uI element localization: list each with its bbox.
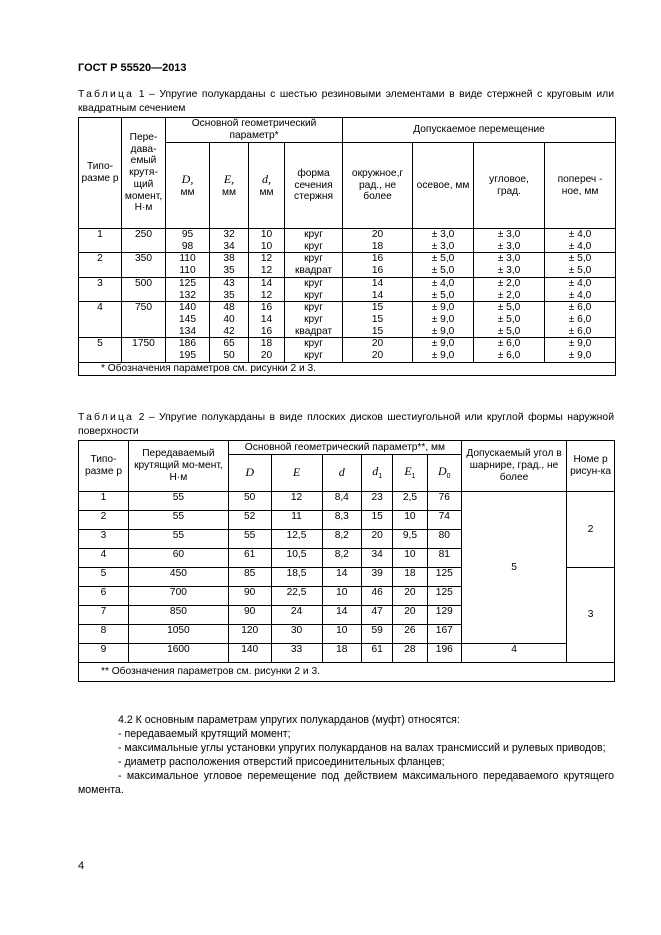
t1-value: ± 4,0 bbox=[568, 240, 592, 252]
t2-cell-E: 11 bbox=[271, 511, 322, 530]
t1-value: 186 bbox=[179, 338, 196, 350]
t2-cell-E: 24 bbox=[271, 606, 322, 625]
t1-value: ± 5,0 bbox=[497, 314, 521, 326]
t1-value: ± 6,0 bbox=[568, 302, 592, 314]
t1-value: 42 bbox=[223, 325, 235, 337]
t2-cell-d1: 59 bbox=[362, 625, 393, 644]
t2-cell-D0: 167 bbox=[427, 625, 461, 644]
t1-cell-type: 3 bbox=[79, 277, 122, 301]
t1-header-cross: попереч - ное, мм bbox=[545, 143, 616, 229]
t1-value: ± 9,0 bbox=[431, 314, 455, 326]
t1-cell-type: 2 bbox=[79, 253, 122, 277]
t2-cell-d: 10 bbox=[322, 587, 362, 606]
t2-cell-d1: 47 bbox=[362, 606, 393, 625]
t1-cell-d bbox=[249, 229, 285, 253]
t1-cell-torque: 250 bbox=[122, 229, 166, 253]
t2-cell-D: 55 bbox=[228, 530, 271, 549]
t2-cell-D0: 76 bbox=[427, 492, 461, 511]
t1-header-circumferential: окружное,г рад., не более bbox=[343, 143, 413, 229]
t1-value: 12 bbox=[260, 253, 273, 265]
t2-cell-type: 8 bbox=[79, 625, 129, 644]
t1-value: 12 bbox=[260, 265, 273, 277]
t2-cell-D: 61 bbox=[228, 549, 271, 568]
t1-value: 14 bbox=[260, 314, 273, 326]
t1-value: ± 5,0 bbox=[497, 325, 521, 337]
t2-cell-D0: 125 bbox=[427, 587, 461, 606]
t1-cell-d bbox=[249, 302, 285, 338]
t1-value: 40 bbox=[223, 314, 235, 326]
body-item: - диаметр расположения отверстий присоединительных фланцев; bbox=[118, 755, 445, 768]
t1-value: 15 bbox=[371, 325, 384, 337]
t2-cell-d: 14 bbox=[322, 606, 362, 625]
t1-cell-cross bbox=[545, 253, 616, 277]
t1-cell-angle bbox=[474, 302, 545, 338]
t1-value: 18 bbox=[371, 240, 384, 252]
t2-header-E: E bbox=[271, 455, 322, 492]
t1-value: 48 bbox=[223, 302, 235, 314]
t1-value: 65 bbox=[223, 338, 235, 350]
t1-value: ± 5,0 bbox=[431, 289, 455, 301]
t1-value: круг bbox=[304, 229, 323, 240]
body-text bbox=[78, 714, 614, 798]
body-intro: 4.2 К основным параметрам упругих полукарданов (муфт) относятся: bbox=[118, 714, 460, 726]
t2-cell-d1: 61 bbox=[362, 644, 393, 663]
t2-cell-torque: 55 bbox=[128, 492, 228, 511]
t1-cell-cross bbox=[545, 277, 616, 301]
t1-header-D: D, мм bbox=[166, 143, 210, 229]
t1-value: ± 4,0 bbox=[568, 229, 592, 240]
t2-header-d1: $d_1$ bbox=[362, 455, 393, 492]
t1-cell-D bbox=[166, 253, 210, 277]
t2-cell-torque: 55 bbox=[128, 511, 228, 530]
t2-cell-E1: 20 bbox=[393, 587, 427, 606]
t1-value: ± 3,0 bbox=[431, 240, 455, 252]
table1-caption bbox=[78, 88, 614, 115]
t1-value: 125 bbox=[179, 277, 196, 289]
t2-cell-D0: 129 bbox=[427, 606, 461, 625]
t1-value: ± 5,0 bbox=[568, 253, 592, 265]
t2-cell-d: 8,3 bbox=[322, 511, 362, 530]
t1-cell-angle bbox=[474, 253, 545, 277]
t2-cell-E: 12,5 bbox=[271, 530, 322, 549]
t2-header-geometry: Основной геометрический параметр**, мм bbox=[228, 441, 461, 455]
page-number: 4 bbox=[78, 860, 85, 872]
t1-value: 140 bbox=[179, 302, 196, 314]
t2-cell-d: 8,4 bbox=[322, 492, 362, 511]
t1-cell-circ bbox=[343, 277, 413, 301]
t1-value: 10 bbox=[260, 240, 273, 252]
t2-cell-torque: 1050 bbox=[128, 625, 228, 644]
t2-header-d: d bbox=[322, 455, 362, 492]
t1-value: 43 bbox=[223, 277, 235, 289]
t1-value: 20 bbox=[371, 229, 384, 240]
table2-caption bbox=[78, 411, 614, 438]
t2-cell-D: 90 bbox=[228, 606, 271, 625]
t1-cell-angle bbox=[474, 338, 545, 362]
t2-cell-D0: 80 bbox=[427, 530, 461, 549]
t1-cell-torque: 1750 bbox=[122, 338, 166, 362]
t1-value: 10 bbox=[260, 229, 273, 240]
t1-value: ± 4,0 bbox=[568, 289, 592, 301]
t1-value: 38 bbox=[223, 253, 235, 265]
t1-value: ± 9,0 bbox=[431, 338, 455, 350]
t1-row bbox=[79, 253, 616, 277]
table1 bbox=[78, 117, 616, 376]
table1-caption-word: Таблица bbox=[78, 89, 135, 100]
t1-value: 50 bbox=[223, 350, 235, 362]
t2-cell-E: 33 bbox=[271, 644, 322, 663]
t1-value: 16 bbox=[260, 302, 273, 314]
t2-cell-E1: 28 bbox=[393, 644, 427, 663]
t1-cell-axial bbox=[413, 338, 474, 362]
t1-value: 14 bbox=[260, 277, 273, 289]
body-item: - передаваемый крутящий момент; bbox=[118, 727, 291, 740]
t1-value: 12 bbox=[260, 289, 273, 301]
t2-cell-E: 30 bbox=[271, 625, 322, 644]
t2-cell-D: 90 bbox=[228, 587, 271, 606]
table2-caption-word: Таблица bbox=[78, 412, 135, 423]
t2-cell-E: 18,5 bbox=[271, 568, 322, 587]
t2-figure-group: 3 bbox=[567, 568, 615, 663]
t1-value: ± 5,0 bbox=[568, 265, 592, 277]
t1-cell-cross bbox=[545, 338, 616, 362]
t1-cell-axial bbox=[413, 277, 474, 301]
t2-cell-E1: 20 bbox=[393, 606, 427, 625]
t2-cell-E1: 10 bbox=[393, 511, 427, 530]
t2-cell-type: 1 bbox=[79, 492, 129, 511]
t1-value: 20 bbox=[371, 350, 384, 362]
t1-value: 34 bbox=[223, 240, 235, 252]
t2-cell-d: 10 bbox=[322, 625, 362, 644]
t1-value: ± 3,0 bbox=[497, 253, 521, 265]
t2-header-E1: $E_1$ bbox=[393, 455, 427, 492]
t2-cell-E: 10,5 bbox=[271, 549, 322, 568]
t1-cell-circ bbox=[343, 338, 413, 362]
t1-value: 15 bbox=[371, 302, 384, 314]
t1-header-geometry: Основной геометрический параметр* bbox=[166, 118, 343, 143]
t2-cell-D0: 196 bbox=[427, 644, 461, 663]
t1-row bbox=[79, 277, 616, 301]
t1-value: ± 2,0 bbox=[497, 277, 521, 289]
t1-value: ± 6,0 bbox=[497, 338, 521, 350]
t1-value: 35 bbox=[223, 289, 235, 301]
t1-cell-axial bbox=[413, 253, 474, 277]
t2-header-torque: Передаваемый крутящий мо-мент, Н·м bbox=[128, 441, 228, 492]
t2-cell-D: 50 bbox=[228, 492, 271, 511]
t2-cell-torque: 450 bbox=[128, 568, 228, 587]
t1-value: круг bbox=[304, 253, 323, 265]
t1-value: ± 9,0 bbox=[431, 350, 455, 362]
t1-cell-torque: 750 bbox=[122, 302, 166, 338]
t1-value: 35 bbox=[223, 265, 235, 277]
t1-cell-form bbox=[285, 338, 343, 362]
t1-value: 110 bbox=[179, 265, 196, 277]
t2-cell-torque: 850 bbox=[128, 606, 228, 625]
t1-row bbox=[79, 229, 616, 253]
t2-cell-D: 52 bbox=[228, 511, 271, 530]
t1-value: круг bbox=[304, 314, 323, 326]
t1-cell-D bbox=[166, 229, 210, 253]
t1-value: ± 3,0 bbox=[431, 229, 455, 240]
t2-header-angle: Допускаемый угол в шарнире, град., не более bbox=[461, 441, 566, 492]
t2-cell-d: 8,2 bbox=[322, 530, 362, 549]
t2-cell-type: 7 bbox=[79, 606, 129, 625]
t2-cell-d1: 23 bbox=[362, 492, 393, 511]
t2-cell-d1: 15 bbox=[362, 511, 393, 530]
t1-cell-form bbox=[285, 277, 343, 301]
t1-value: квадрат bbox=[294, 325, 333, 337]
t1-value: 132 bbox=[179, 289, 196, 301]
t1-cell-form bbox=[285, 253, 343, 277]
t1-cell-E bbox=[210, 338, 249, 362]
t2-cell-type: 2 bbox=[79, 511, 129, 530]
t1-header-movement: Допускаемое перемещение bbox=[343, 118, 616, 143]
t1-value: ± 6,0 bbox=[568, 314, 592, 326]
document-header: ГОСТ Р 55520—2013 bbox=[78, 62, 187, 74]
t2-cell-E1: 2,5 bbox=[393, 492, 427, 511]
t1-value: круг bbox=[304, 338, 323, 350]
t1-value: ± 4,0 bbox=[568, 277, 592, 289]
t2-cell-torque: 700 bbox=[128, 587, 228, 606]
t1-value: ± 3,0 bbox=[497, 240, 521, 252]
t2-note: ** Обозначения параметров см. рисунки 2 и 3. bbox=[79, 663, 615, 682]
t2-cell-D0: 74 bbox=[427, 511, 461, 530]
t1-value: 15 bbox=[371, 314, 384, 326]
t1-value: ± 9,0 bbox=[568, 350, 592, 362]
t2-cell-D: 120 bbox=[228, 625, 271, 644]
t1-value: 14 bbox=[371, 277, 384, 289]
t1-note: * Обозначения параметров см. рисунки 2 и 3. bbox=[79, 362, 616, 375]
t1-cell-E bbox=[210, 302, 249, 338]
t1-value: ± 9,0 bbox=[568, 338, 592, 350]
t1-header-d: d, мм bbox=[249, 143, 285, 229]
t1-header-angular: угловое, град. bbox=[474, 143, 545, 229]
t1-cell-D bbox=[166, 302, 210, 338]
t2-cell-E1: 10 bbox=[393, 549, 427, 568]
t1-cell-type: 1 bbox=[79, 229, 122, 253]
t1-value: круг bbox=[304, 277, 323, 289]
t2-cell-type: 4 bbox=[79, 549, 129, 568]
t1-cell-E bbox=[210, 253, 249, 277]
t1-cell-form bbox=[285, 229, 343, 253]
t1-cell-torque: 350 bbox=[122, 253, 166, 277]
t1-cell-cross bbox=[545, 229, 616, 253]
t2-figure-group: 2 bbox=[567, 492, 615, 568]
t1-cell-d bbox=[249, 253, 285, 277]
t2-cell-D0: 125 bbox=[427, 568, 461, 587]
t1-cell-cross bbox=[545, 302, 616, 338]
t1-value: 14 bbox=[371, 289, 384, 301]
t1-value: 98 bbox=[181, 240, 194, 252]
t1-value: ± 6,0 bbox=[568, 325, 592, 337]
t1-cell-type: 4 bbox=[79, 302, 122, 338]
t1-cell-axial bbox=[413, 229, 474, 253]
t2-cell-E1: 9,5 bbox=[393, 530, 427, 549]
t2-row bbox=[79, 492, 615, 511]
t2-header-D0: $D_0$ bbox=[427, 455, 461, 492]
t2-cell-E: 22,5 bbox=[271, 587, 322, 606]
t2-cell-D: 140 bbox=[228, 644, 271, 663]
t2-header-D: D bbox=[228, 455, 271, 492]
t1-value: ± 2,0 bbox=[497, 289, 521, 301]
t2-cell-type: 5 bbox=[79, 568, 129, 587]
t1-value: 134 bbox=[179, 325, 196, 337]
t2-cell-d1: 20 bbox=[362, 530, 393, 549]
t1-value: ± 9,0 bbox=[431, 325, 455, 337]
t2-header-figure: Номе р рисун-ка bbox=[567, 441, 615, 492]
t1-cell-type: 5 bbox=[79, 338, 122, 362]
t1-value: круг bbox=[304, 350, 323, 362]
t2-angle-group: 5 bbox=[461, 492, 566, 644]
t2-cell-torque: 60 bbox=[128, 549, 228, 568]
t1-value: ± 3,0 bbox=[497, 265, 521, 277]
table1-caption-text: 1 – Упругие полукарданы с шестью резиновыми элементами в виде стержней с круговым или квадратным сечением bbox=[78, 89, 614, 114]
t2-cell-torque: 55 bbox=[128, 530, 228, 549]
t1-row bbox=[79, 338, 616, 362]
body-item: - максимальное угловое перемещение под действием максимального передаваемого крутящего момента. bbox=[78, 769, 614, 796]
t2-cell-d1: 39 bbox=[362, 568, 393, 587]
t2-cell-d: 18 bbox=[322, 644, 362, 663]
t1-header-torque: Пере-дава-емый крутя-щий момент, Н·м bbox=[122, 118, 166, 229]
t2-cell-type: 6 bbox=[79, 587, 129, 606]
t1-cell-angle bbox=[474, 277, 545, 301]
table2 bbox=[78, 440, 615, 682]
t1-cell-D bbox=[166, 338, 210, 362]
t1-value: 32 bbox=[223, 229, 235, 240]
t2-cell-E1: 18 bbox=[393, 568, 427, 587]
t1-row bbox=[79, 302, 616, 338]
t1-value: 145 bbox=[179, 314, 196, 326]
t2-cell-d: 14 bbox=[322, 568, 362, 587]
t2-cell-d1: 46 bbox=[362, 587, 393, 606]
t1-value: круг bbox=[304, 240, 323, 252]
body-item: - максимальные углы установки упругих полукарданов на валах трансмиссий и рулевых приводов; bbox=[118, 741, 606, 754]
t1-cell-D bbox=[166, 277, 210, 301]
t1-value: квадрат bbox=[294, 265, 333, 277]
t2-header-type: Типо-разме р bbox=[79, 441, 129, 492]
t1-value: ± 3,0 bbox=[497, 229, 521, 240]
t1-value: 20 bbox=[260, 350, 273, 362]
t1-cell-E bbox=[210, 277, 249, 301]
t1-header-form: форма сечения стержня bbox=[285, 143, 343, 229]
t2-cell-E: 12 bbox=[271, 492, 322, 511]
t1-cell-d bbox=[249, 277, 285, 301]
t1-value: 95 bbox=[181, 229, 194, 240]
t2-cell-E1: 26 bbox=[393, 625, 427, 644]
t1-cell-circ bbox=[343, 253, 413, 277]
t1-value: ± 5,0 bbox=[431, 265, 455, 277]
t1-cell-angle bbox=[474, 229, 545, 253]
t2-cell-D0: 81 bbox=[427, 549, 461, 568]
t1-value: 16 bbox=[371, 265, 384, 277]
t1-value: 16 bbox=[260, 325, 273, 337]
t1-value: круг bbox=[304, 289, 323, 301]
t2-cell-torque: 1600 bbox=[128, 644, 228, 663]
t2-cell-type: 9 bbox=[79, 644, 129, 663]
t1-header-type: Типо-разме р bbox=[79, 118, 122, 229]
t1-value: 195 bbox=[179, 350, 196, 362]
t1-cell-torque: 500 bbox=[122, 277, 166, 301]
t1-value: 20 bbox=[371, 338, 384, 350]
t2-cell-d1: 34 bbox=[362, 549, 393, 568]
t1-cell-d bbox=[249, 338, 285, 362]
table2-caption-text: 2 – Упругие полукарданы в виде плоских дисков шестиугольной или круглой формы наружной поверхности bbox=[78, 412, 614, 437]
t1-cell-circ bbox=[343, 302, 413, 338]
t1-header-E: E, мм bbox=[210, 143, 249, 229]
t1-cell-E bbox=[210, 229, 249, 253]
t1-value: 110 bbox=[179, 253, 196, 265]
t1-value: ± 4,0 bbox=[431, 277, 455, 289]
t1-value: ± 6,0 bbox=[497, 350, 521, 362]
t2-cell-d: 8,2 bbox=[322, 549, 362, 568]
t2-row bbox=[79, 644, 615, 663]
t1-value: ± 5,0 bbox=[431, 253, 455, 265]
t1-value: ± 9,0 bbox=[431, 302, 455, 314]
t2-cell-D: 85 bbox=[228, 568, 271, 587]
t1-value: круг bbox=[304, 302, 323, 314]
t1-value: ± 5,0 bbox=[497, 302, 521, 314]
t2-cell-type: 3 bbox=[79, 530, 129, 549]
t1-value: 18 bbox=[260, 338, 273, 350]
t1-header-axial: осевое, мм bbox=[413, 143, 474, 229]
t1-value: 16 bbox=[371, 253, 384, 265]
t1-cell-circ bbox=[343, 229, 413, 253]
t1-cell-form bbox=[285, 302, 343, 338]
t1-cell-axial bbox=[413, 302, 474, 338]
t2-angle-single: 4 bbox=[461, 644, 566, 663]
